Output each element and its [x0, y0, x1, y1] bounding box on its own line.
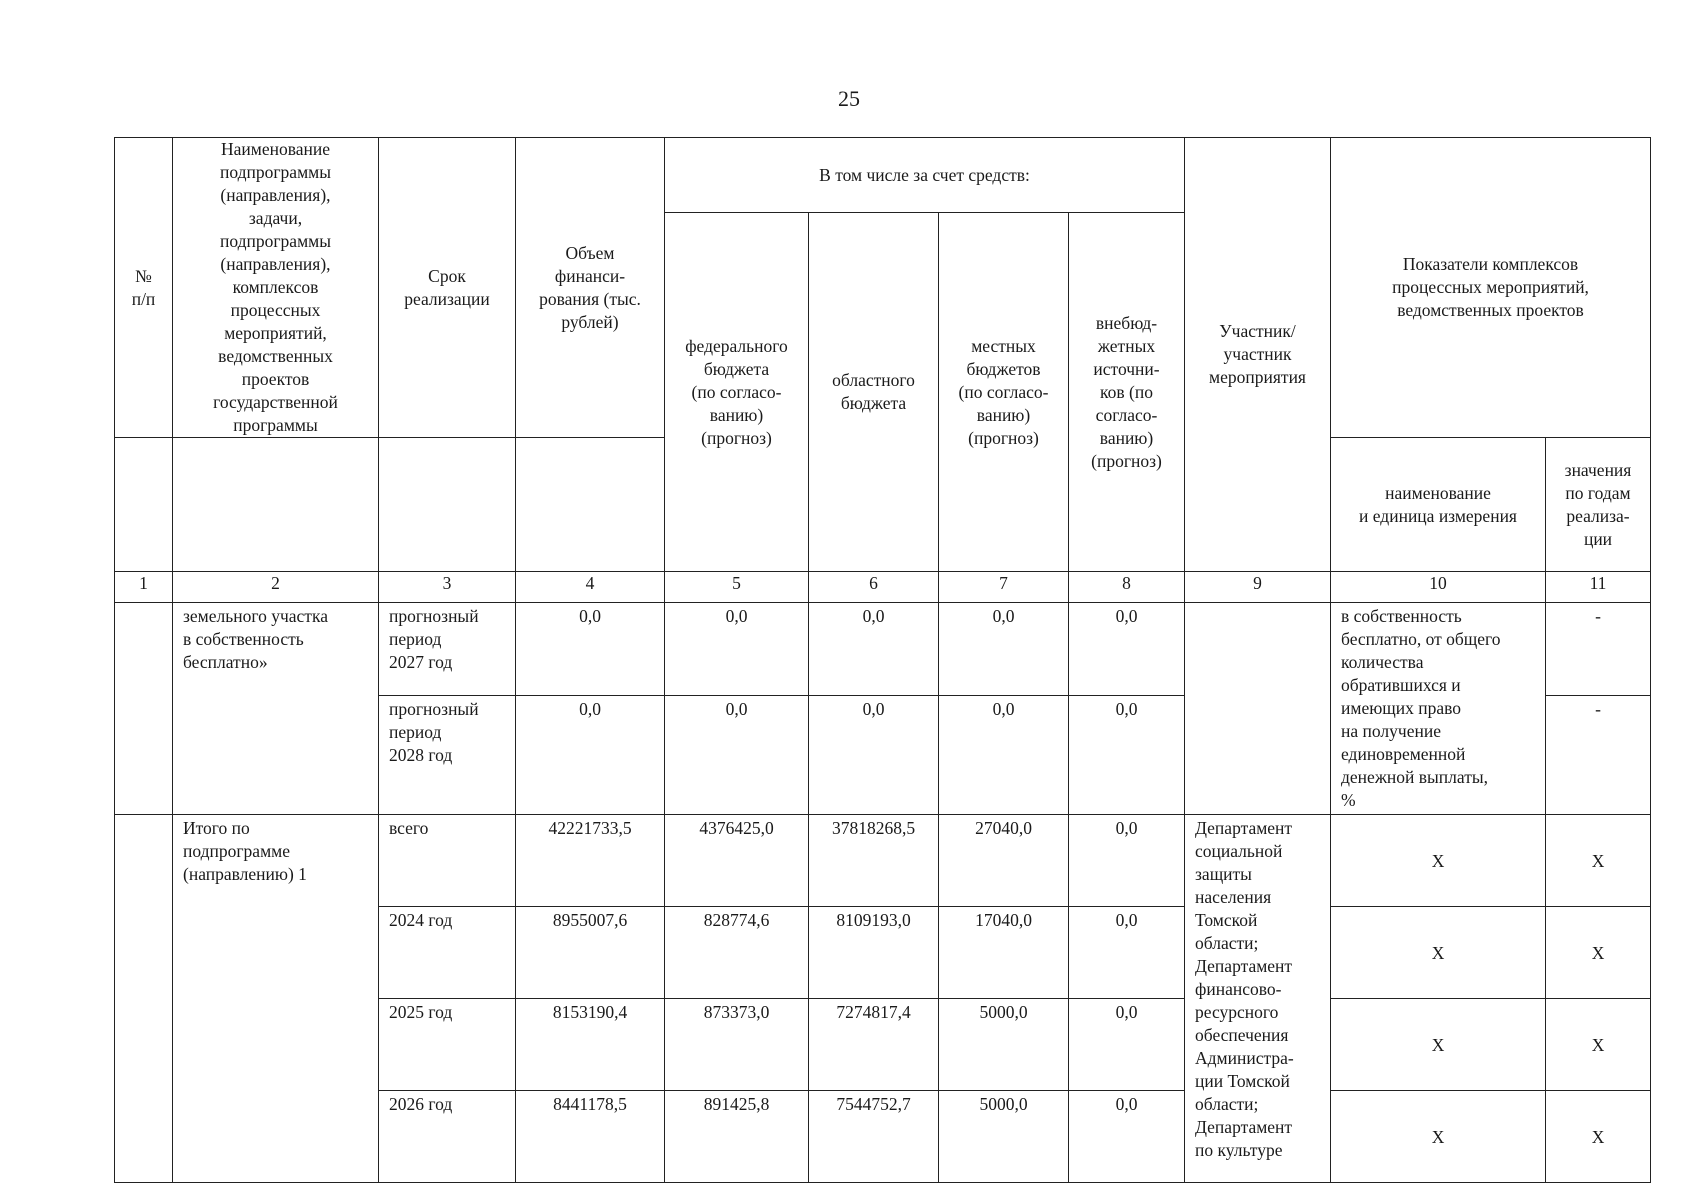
regional-cell: 0,0: [809, 603, 939, 696]
header-federal: федерального бюджета (по согласо- ванию) (прогноз): [665, 213, 809, 572]
header-name: Наименование подпрограммы (направления), задачи, подпрограммы (направления), комплексов процессных мероприятий, ведомственных проектов государственной программы: [173, 138, 379, 438]
offbudget-cell: 0,0: [1069, 815, 1185, 907]
header-funds-group: В том числе за счет средств:: [665, 138, 1185, 213]
col-number: 11: [1546, 572, 1651, 603]
header-local: местных бюджетов (по согласо- ванию) (прогноз): [939, 213, 1069, 572]
regional-cell: 7544752,7: [809, 1091, 939, 1183]
col-number: 7: [939, 572, 1069, 603]
regional-cell: 8109193,0: [809, 907, 939, 999]
participant-cell: [1185, 603, 1331, 815]
local-cell: 17040,0: [939, 907, 1069, 999]
indicator-name-cell: X: [1331, 1091, 1546, 1183]
period-cell: всего: [379, 815, 516, 907]
local-cell: 0,0: [939, 603, 1069, 696]
federal-cell: 0,0: [665, 696, 809, 815]
table-row: [115, 603, 1651, 696]
header-indicators-group: Показатели комплексов процессных мероприятий, ведомственных проектов: [1331, 138, 1651, 438]
local-cell: 5000,0: [939, 999, 1069, 1091]
col-number: 9: [1185, 572, 1331, 603]
period-cell: прогнозный период 2027 год: [379, 603, 516, 696]
federal-cell: 873373,0: [665, 999, 809, 1091]
total-cell: 0,0: [516, 696, 665, 815]
row-index-cell: [115, 603, 173, 815]
offbudget-cell: 0,0: [1069, 999, 1185, 1091]
total-cell: 8153190,4: [516, 999, 665, 1091]
period-cell: прогнозный период 2028 год: [379, 696, 516, 815]
local-cell: 0,0: [939, 696, 1069, 815]
regional-cell: 7274817,4: [809, 999, 939, 1091]
federal-cell: 891425,8: [665, 1091, 809, 1183]
column-numbers-row: [115, 572, 1651, 603]
local-cell: 5000,0: [939, 1091, 1069, 1183]
period-cell: 2026 год: [379, 1091, 516, 1183]
row-index-cell: [115, 815, 173, 1183]
header-index-cont: [115, 438, 173, 572]
header-total: Объем финанси- рования (тыс. рублей): [516, 138, 665, 438]
period-cell: 2025 год: [379, 999, 516, 1091]
offbudget-cell: 0,0: [1069, 603, 1185, 696]
col-number: 4: [516, 572, 665, 603]
table-row: [115, 815, 1651, 907]
offbudget-cell: 0,0: [1069, 696, 1185, 815]
indicator-value-cell: X: [1546, 907, 1651, 999]
col-number: 8: [1069, 572, 1185, 603]
local-cell: 27040,0: [939, 815, 1069, 907]
federal-cell: 828774,6: [665, 907, 809, 999]
indicator-name-cell: X: [1331, 907, 1546, 999]
header-regional: областного бюджета: [809, 213, 939, 572]
col-number: 5: [665, 572, 809, 603]
indicator-value-cell: X: [1546, 1091, 1651, 1183]
page-number: 25: [838, 86, 860, 111]
federal-cell: 4376425,0: [665, 815, 809, 907]
col-number: 1: [115, 572, 173, 603]
header-period: Срок реализации: [379, 138, 516, 438]
col-number: 2: [173, 572, 379, 603]
regional-cell: 0,0: [809, 696, 939, 815]
col-number: 6: [809, 572, 939, 603]
header-total-cont: [516, 438, 665, 572]
header-name-cont: [173, 438, 379, 572]
indicator-name-cell: X: [1331, 815, 1546, 907]
indicator-value-cell: X: [1546, 999, 1651, 1091]
federal-cell: 0,0: [665, 603, 809, 696]
total-cell: 42221733,5: [516, 815, 665, 907]
header-offbudget: внебюд- жетных источни- ков (по согласо- ванию) (прогноз): [1069, 213, 1185, 572]
indicator-value-cell: X: [1546, 815, 1651, 907]
header-participant: Участник/ участник мероприятия: [1185, 138, 1331, 572]
total-cell: 0,0: [516, 603, 665, 696]
row-name-cell: Итого по подпрограмме (направлению) 1: [173, 815, 379, 1183]
indicator-value-cell: -: [1546, 696, 1651, 815]
header-indicator-name: наименование и единица измерения: [1331, 438, 1546, 572]
header-row-1: [115, 138, 1651, 213]
total-cell: 8955007,6: [516, 907, 665, 999]
header-indicator-values: значения по годам реализа- ции: [1546, 438, 1651, 572]
indicator-name-cell: X: [1331, 999, 1546, 1091]
col-number: 3: [379, 572, 516, 603]
indicator-name-cell: в собственность бесплатно, от общего количества обратившихся и имеющих право на получение единовременной денежной выплаты, %: [1331, 603, 1546, 815]
period-cell: 2024 год: [379, 907, 516, 999]
indicator-value-cell: -: [1546, 603, 1651, 696]
participant-cell: Департамент социальной защиты населения Томской области; Департамент финансово- ресурсного обеспечения Администра- ции Томской области; Департамент по культуре: [1185, 815, 1331, 1183]
header-period-cont: [379, 438, 516, 572]
offbudget-cell: 0,0: [1069, 1091, 1185, 1183]
offbudget-cell: 0,0: [1069, 907, 1185, 999]
financing-table: [114, 137, 1651, 1183]
header-index: № п/п: [115, 138, 173, 438]
regional-cell: 37818268,5: [809, 815, 939, 907]
col-number: 10: [1331, 572, 1546, 603]
row-name-cell: земельного участка в собственность бесплатно»: [173, 603, 379, 815]
total-cell: 8441178,5: [516, 1091, 665, 1183]
